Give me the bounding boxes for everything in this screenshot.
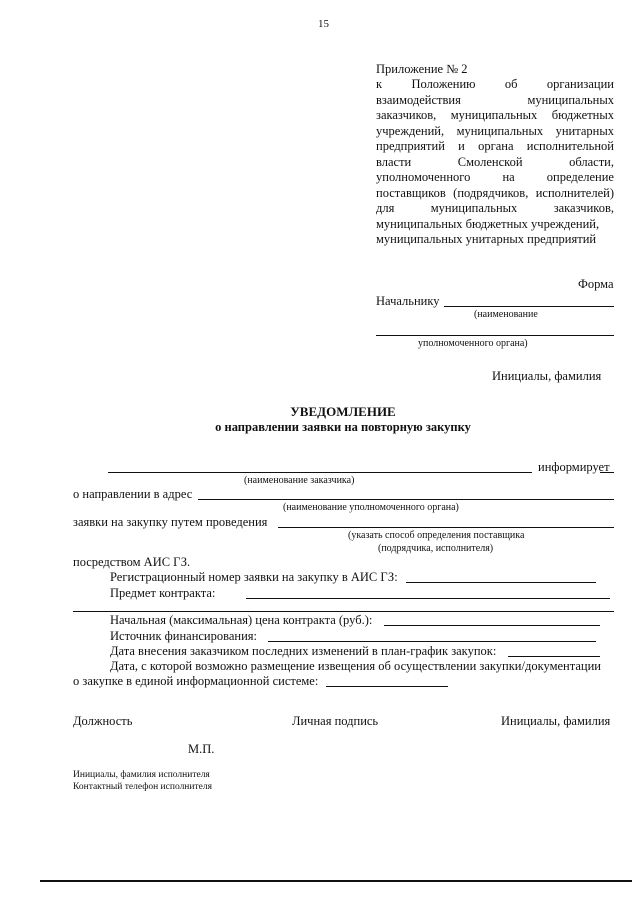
- date-possible-line: [326, 686, 448, 687]
- appendix-word: муниципальных бюджетных учреждений,: [376, 216, 600, 231]
- appendix-word: муниципальных унитарных предприятий: [376, 232, 597, 246]
- position-label: Должность: [73, 714, 133, 728]
- executor-label: Инициалы, фамилия исполнителя: [73, 770, 210, 780]
- appendix-title: Приложение № 2: [376, 62, 468, 76]
- appendix-line: [376, 186, 614, 201]
- appendix-word: исполнителей): [535, 185, 614, 200]
- stamp-label: М.П.: [188, 742, 215, 756]
- appendix-word: области,: [569, 154, 614, 169]
- appendix-line: [376, 77, 614, 92]
- document-title: УВЕДОМЛЕНИЕ: [290, 404, 396, 419]
- direction-label: о направлении в адрес: [73, 487, 193, 501]
- appendix-word: и: [458, 139, 465, 153]
- source-label: Источник финансирования:: [110, 629, 258, 643]
- appendix-word: об: [504, 77, 518, 91]
- header-initials: Инициалы, фамилия: [492, 369, 602, 383]
- appendix-word: взаимодействия: [376, 92, 461, 107]
- appendix-word: предприятий: [376, 139, 445, 153]
- caption-customer: (наименование заказчика): [244, 475, 355, 486]
- authorized-organ-line: [198, 499, 614, 500]
- document-subtitle: о направлении заявки на повторную закупку: [215, 420, 471, 434]
- customer-line: [108, 472, 532, 473]
- price-label: Начальная (максимальная) цена контракта (руб.):: [110, 613, 373, 627]
- appendix-line: [376, 170, 614, 185]
- reg-number-label: Регистрационный номер заявки на закупку в АИС ГЗ:: [110, 570, 398, 584]
- application-label: заявки на закупку путем проведения: [73, 515, 268, 529]
- caption-method-2: (подрядчика, исполнителя): [378, 543, 494, 554]
- in-eis-label: о закупке в единой информационной системе:: [73, 674, 319, 688]
- appendix-word: для: [376, 201, 395, 215]
- appendix-word: заказчиков,: [376, 108, 437, 122]
- caption-method-1: (указать способ определения поставщика: [348, 530, 525, 541]
- appendix-word: бюджетных: [551, 108, 614, 122]
- subject-line: [246, 598, 610, 599]
- reg-number-line: [406, 582, 596, 583]
- appendix-word: поставщиков: [376, 185, 446, 200]
- footer-initials: Инициалы, фамилия: [501, 714, 611, 728]
- phone-label: Контактный телефон исполнителя: [73, 782, 212, 792]
- appendix-word: органа: [478, 139, 514, 153]
- appendix-word: муниципальных: [456, 123, 544, 138]
- caption-name: (наименование: [474, 309, 538, 320]
- appendix-word: муниципальных: [450, 108, 538, 122]
- appendix-line: [376, 124, 614, 139]
- appendix-line: [376, 201, 614, 216]
- chief-name-line: [444, 306, 614, 307]
- appendix-line: [376, 108, 614, 123]
- date-possible-label: Дата, с которой возможно размещение извещения об осуществлении закупки/документации: [110, 659, 601, 673]
- subject-line-2: [73, 611, 614, 612]
- appendix-word: власти: [376, 154, 412, 169]
- chief-label: Начальнику: [376, 294, 440, 308]
- date-changes-line: [508, 656, 600, 657]
- appendix-line: [376, 139, 614, 154]
- signature-label: Личная подпись: [292, 714, 379, 728]
- appendix-word: (подрядчиков,: [453, 185, 529, 200]
- appendix-word: унитарных: [555, 123, 614, 138]
- informs-label: информирует: [538, 460, 610, 474]
- organ-name-line: [376, 335, 614, 336]
- appendix-word: к: [376, 77, 383, 91]
- appendix-word: муниципальных: [527, 92, 614, 107]
- caption-organ: уполномоченного органа): [418, 338, 528, 349]
- appendix-word: учреждений,: [376, 123, 445, 138]
- appendix-word: исполнительной: [526, 139, 614, 153]
- bottom-rule: [40, 880, 632, 882]
- appendix-line: [376, 155, 614, 170]
- page-number: 15: [318, 18, 329, 30]
- appendix-line: [376, 217, 614, 232]
- appendix-word: муниципальных: [430, 201, 518, 215]
- appendix-word: заказчиков,: [553, 201, 614, 215]
- via-ais: посредством АИС ГЗ.: [73, 555, 191, 569]
- appendix-word: на: [502, 170, 515, 184]
- appendix-word: Смоленской: [457, 154, 523, 169]
- appendix-word: определение: [546, 170, 614, 184]
- appendix-word: Положению: [411, 77, 476, 91]
- appendix-line: [376, 93, 614, 108]
- appendix-word: организации: [546, 77, 614, 91]
- date-changes-label: Дата внесения заказчиком последних изменений в план-график закупок:: [110, 644, 497, 658]
- method-line: [278, 527, 614, 528]
- subject-label: Предмет контракта:: [110, 586, 216, 600]
- price-line: [384, 625, 600, 626]
- source-line: [268, 641, 596, 642]
- caption-authorized: (наименование уполномоченного органа): [283, 502, 459, 513]
- form-label: Форма: [578, 277, 614, 291]
- appendix-line: [376, 232, 614, 247]
- appendix-word: уполномоченного: [376, 170, 471, 184]
- informs-tail-line: [600, 472, 614, 473]
